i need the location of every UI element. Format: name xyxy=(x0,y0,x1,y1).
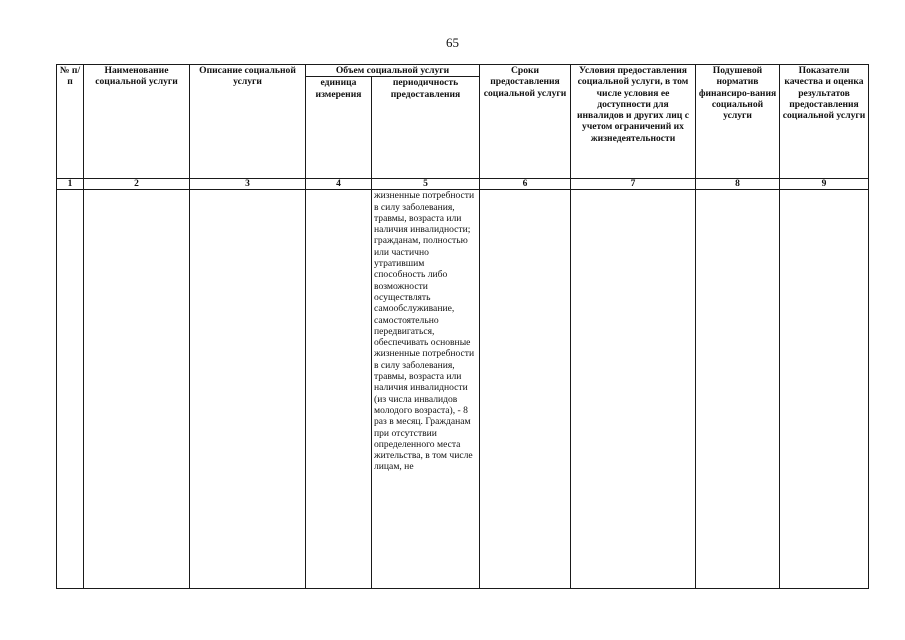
header-periodicity: периодичность предоставления xyxy=(372,77,480,179)
cell-service-name xyxy=(84,190,190,589)
column-number-2: 2 xyxy=(84,179,190,190)
table-row xyxy=(57,190,869,589)
column-number-4: 4 xyxy=(306,179,372,190)
cell-terms xyxy=(480,190,571,589)
social-services-table xyxy=(56,64,869,589)
header-financing-norm: Подушевой норматив финансиро-вания социальной услуги xyxy=(696,65,780,179)
header-num: № п/п xyxy=(57,65,84,179)
cell-num xyxy=(57,190,84,589)
header-service-description: Описание социальной услуги xyxy=(190,65,306,179)
column-number-1: 1 xyxy=(57,179,84,190)
header-conditions: Условия предоставления социальной услуги, в том числе условия ее доступности для инвалидов и других лиц с учетом ограничений их жизнедеятельности xyxy=(571,65,696,179)
column-number-9: 9 xyxy=(780,179,869,190)
page-number: 65 xyxy=(446,35,459,50)
column-number-8: 8 xyxy=(696,179,780,190)
cell-periodicity: жизненные потребности в силу заболевания, травмы, возраста или наличия инвалидности; гражданам, полностью или частично утратившим способность либо возможности осуществлять самообслуживание, самостоятельно передвигаться, обеспечивать основные жизненные потребности в силу заболевания, травмы, возраста или наличия инвалидности (из числа инвалидов молодого возраста), - 8 раз в месяц. Гражданам при отсутствии определенного места жительства, в том числе лицам, не xyxy=(372,190,480,589)
column-number-6: 6 xyxy=(480,179,571,190)
cell-service-description xyxy=(190,190,306,589)
cell-unit xyxy=(306,190,372,589)
header-unit: единица измерения xyxy=(306,77,372,179)
header-quality-indicators: Показатели качества и оценка результатов предоставления социальной услуги xyxy=(780,65,869,179)
cell-conditions xyxy=(571,190,696,589)
cell-quality-indicators xyxy=(780,190,869,589)
header-terms: Сроки предоставления социальной услуги xyxy=(480,65,571,179)
cell-financing-norm xyxy=(696,190,780,589)
header-service-name: Наименование социальной услуги xyxy=(84,65,190,179)
header-service-volume: Объем социальной услуги xyxy=(306,65,480,77)
column-number-5: 5 xyxy=(372,179,480,190)
column-number-7: 7 xyxy=(571,179,696,190)
column-number-3: 3 xyxy=(190,179,306,190)
